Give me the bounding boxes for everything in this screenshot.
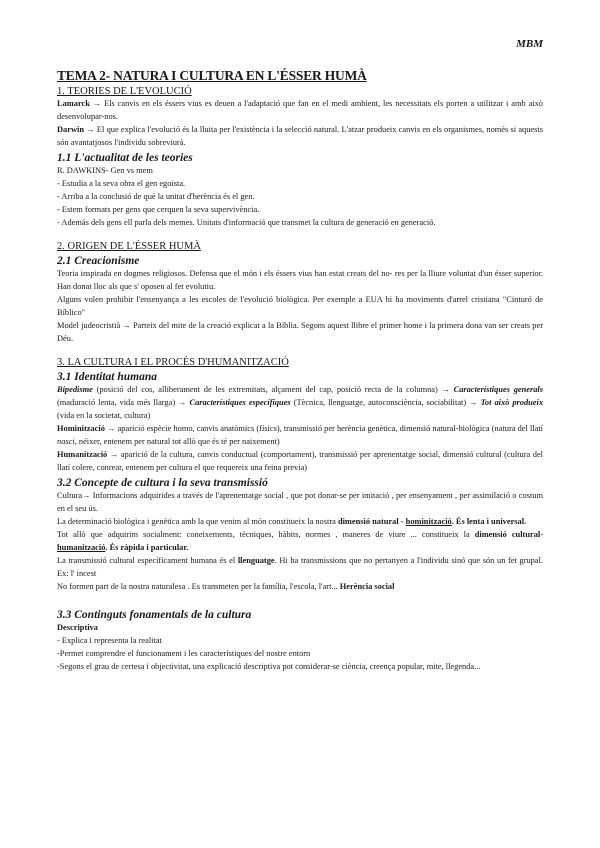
- list-item: -Permet comprendre el funcionament i les característiques del nostre entorn: [57, 649, 311, 658]
- bipedisme-paragraph: [57, 383, 543, 422]
- cultura-paragraph-2: [57, 515, 543, 528]
- creacionisme-paragraph-2: Alguns volen prohibir l'ensenyança a les escoles de l'evolució biològica. Per exemple a EUA hi ha moviments d'arrel cristiana "Cinturó de Bíblico": [57, 295, 543, 317]
- humanitzacio-label: Humanització: [57, 450, 108, 459]
- document-page: [57, 30, 543, 673]
- lamarck-label: Lamarck: [57, 99, 90, 108]
- hominitzacio-label: Hominització: [57, 424, 105, 433]
- bipedisme-term: Bipedisme: [57, 385, 93, 394]
- list-item: - Explica i representa la realitat: [57, 636, 162, 645]
- darwin-label: Darwin: [57, 125, 84, 134]
- hominitzacio-term: hominització: [405, 517, 452, 526]
- darwin-paragraph: [57, 123, 543, 149]
- cultura-paragraph-5: [57, 580, 543, 593]
- list-item: - Estem formats per gens que cerquen la seva supervivència.: [57, 205, 260, 214]
- text-span: (Tècnica, llenguatge, autoconsciència, sociabilitat) →: [293, 398, 478, 407]
- text-span: No formen part de la nostra naturalesa . Es transmeten per la família, l'escola, l'art...: [57, 582, 338, 591]
- natural-dimension-term: dimensió natural -: [337, 517, 404, 526]
- text-span: . És ràpida i particular.: [105, 543, 189, 552]
- cultural-dimension-term: dimensió cultural-: [474, 530, 544, 539]
- text-span: (maduració lenta, vida més llarga) →: [57, 398, 187, 407]
- subsection-1-1-heading: 1.1 L'actualitat de les teories: [57, 152, 193, 164]
- subsection-3-2-heading: 3.2 Concepte de cultura i la seva transmissió: [57, 477, 268, 489]
- section-3-heading: 3. LA CULTURA I EL PROCÉS D'HUMANITZACIÓ: [57, 357, 289, 368]
- cultura-paragraph-1: Cultura→ Informacions adquirides a través de l'aprenentatge social , que pot donar-se per imitació , per ensenyament , per assimilació o costum en el seu ús.: [57, 491, 543, 513]
- latin-word: nasci: [57, 437, 75, 446]
- creacionisme-paragraph-1: Teoria inspirada en dogmes religiosos. Defensa que el món i els éssers vius han estat creats del no- res per la lliure voluntat d'un ésser superior. Han donat lloc als que s' oposen al fet evolutiu.: [57, 269, 543, 291]
- herencia-social-term: Herència social: [339, 582, 395, 591]
- list-item: -Segons el grau de certesa i objectivitat, una explicació descriptiva pot considerar-se ciència, creença popular, mite, llegenda...: [57, 662, 481, 671]
- general-traits-term: Característiques generals: [453, 385, 544, 394]
- cultura-paragraph-4: [57, 554, 543, 580]
- lamarck-text: → Els canvis en els éssers vius es deuen a l'adaptació que fan en el medi ambient, les necessitats els porten a utilitzar i amb això desenvolupar-nos.: [57, 99, 543, 121]
- section-2-heading: 2. ORIGEN DE L'ÉSSER HUMÀ: [57, 241, 201, 252]
- cultura-paragraph-3: [57, 528, 543, 554]
- subsection-3-3-heading: 3.3 Continguts fonamentals de la cultura: [57, 609, 252, 621]
- text-span: Tot allò que adquirim socialment: coneixements, tècniques, hàbits, normes , maneres de viure ... constitueix la: [57, 530, 470, 539]
- text-span: → aparició de la cultura, canvis conductual (comportament), transmissió per aprenentatge social, dimensió cultural (cultura del llatí colere, conrear, entenem per cultura el que requereix una feina previa): [57, 450, 544, 472]
- humanitzacio-paragraph: [57, 448, 543, 474]
- lamarck-paragraph: [57, 97, 543, 123]
- list-item: R. DAWKINS- Gen vs mem: [57, 166, 153, 175]
- author-initials: MBM: [516, 38, 543, 50]
- hominitzacio-paragraph: [57, 422, 543, 448]
- humanitzacio-term: humanització: [57, 543, 106, 552]
- text-span: La transmissió cultural específicament humana és el: [57, 556, 236, 565]
- text-span: . Hi ha transmissions que no pertanyen a l'individu sinó que són un fet grupal. Ex: l' incest: [57, 556, 543, 578]
- text-span: (vida en la societat, cultura): [57, 411, 151, 420]
- creacionisme-paragraph-3: Model judeocristià → Parteix del mite de la creació explicat a la Bíblia. Segons aquest llibre el primer home i la primera dona van ser creats per Déu.: [57, 321, 543, 343]
- text-span: → aparició espècie homo, canvis anatòmics (físics), transmissió per herència genètica, dimensió natural-biològica (natura del llatí: [107, 424, 543, 433]
- section-1-heading: 1. TEORIES DE L'EVOLUCIÓ: [57, 86, 192, 97]
- produces-term: Tot això produeix: [480, 398, 544, 407]
- specific-traits-term: Característiques específiques: [189, 398, 291, 407]
- list-item: - Arriba a la conclusió de què la unitat d'herència és el gen.: [57, 192, 255, 201]
- text-span: , néixer, entenem per natural tot allò que és té per naixement): [74, 437, 280, 446]
- list-item: - Además dels gens ell parla dels memes. Unitats d'informació que transmet la cultura de generació en generació.: [57, 218, 436, 227]
- text-span: La determinació biològica i genètica amb la que venim al món constitueix la nostra: [57, 517, 336, 526]
- darwin-text: → El que explica l'evolució és la lluita per l'existència i la selecció natural. L'atzar produeix canvis en els organismes, només si aquests són avantatjosos l'individu sobreviurà.: [57, 125, 543, 147]
- document-title: TEMA 2- NATURA I CULTURA EN L'ÉSSER HUMÀ: [57, 68, 367, 83]
- subsection-3-1-heading: 3.1 Identitat humana: [57, 371, 158, 383]
- llenguatge-term: llenguatge: [237, 556, 275, 565]
- descriptiva-label: Descriptiva: [57, 623, 98, 632]
- text-span: . És lenta i universal.: [451, 517, 527, 526]
- text-span: (posició del cos, alliberament de les extremitats, alçament del cap, posició recta de la columna) →: [96, 385, 450, 394]
- list-item: - Estudia a la seva obra el gen egoista.: [57, 179, 186, 188]
- subsection-2-1-heading: 2.1 Creacionisme: [57, 255, 140, 267]
